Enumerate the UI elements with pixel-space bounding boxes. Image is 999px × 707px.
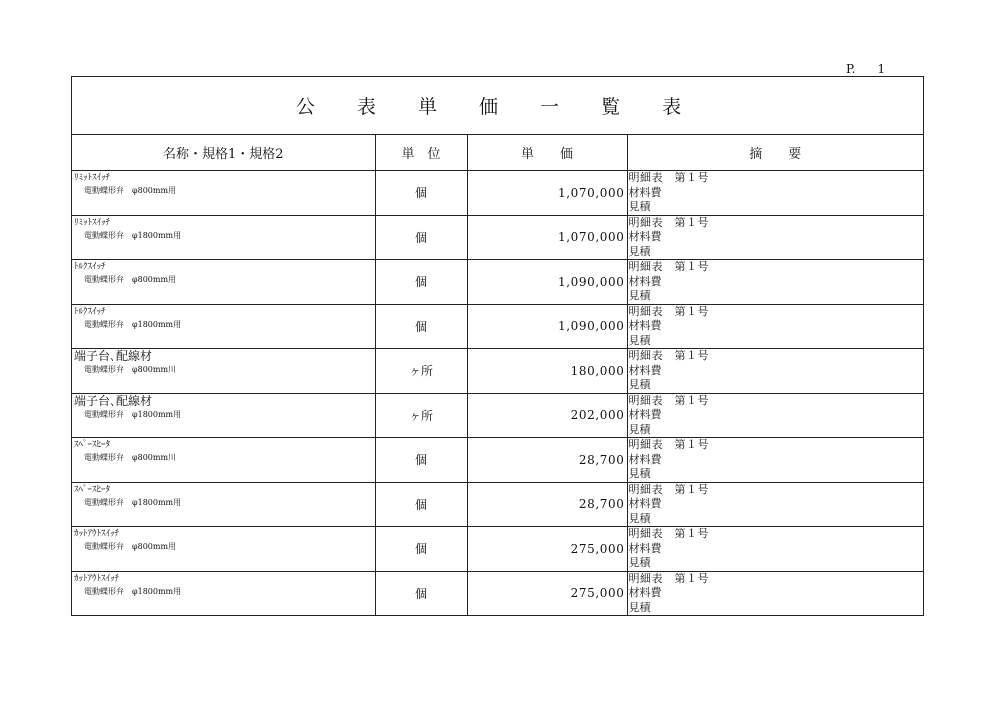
item-memo	[627, 304, 923, 349]
memo-category: 材料費	[628, 408, 662, 421]
item-spec: 電動蝶形弁 φ800mm用	[84, 186, 177, 195]
memo-source: 見積	[628, 333, 651, 347]
item-unit: 個	[375, 215, 467, 260]
item-spec: 電動蝶形弁 φ800mm用	[84, 542, 177, 551]
page-number-prefix: P.	[846, 62, 856, 76]
item-spec: 電動蝶形弁 φ1800mm用	[84, 230, 182, 240]
memo-category: 材料費	[628, 497, 662, 510]
item-spec: 電動蝶形弁 φ800mm川	[84, 365, 177, 374]
item-name-cell	[72, 215, 375, 260]
page-title: 公 表 単 価 一 覧 表	[72, 77, 923, 135]
table-row	[72, 393, 923, 438]
memo-reference: 明細表 第１号	[628, 304, 709, 318]
item-name: ｽﾍﾟｰｽﾋｰﾀ	[74, 484, 111, 495]
item-name: 端子台､配線材	[74, 393, 153, 408]
page-number	[846, 62, 885, 76]
item-name-cell	[72, 438, 375, 483]
item-memo	[627, 349, 923, 394]
item-unit: 個	[375, 571, 467, 615]
table-row	[72, 571, 923, 615]
table-row	[72, 349, 923, 394]
item-price: 28,700	[467, 438, 627, 483]
item-spec: 電動蝶形弁 φ800mm用	[84, 275, 177, 284]
item-unit: 個	[375, 171, 467, 216]
item-name: ｽﾍﾟｰｽﾋｰﾀ	[74, 440, 111, 450]
table-row	[72, 304, 923, 349]
item-memo	[627, 482, 923, 527]
item-name-cell	[72, 527, 375, 572]
item-spec: 電動蝶形弁 φ1800mm用	[84, 409, 182, 419]
item-name-cell	[72, 304, 375, 349]
item-price: 275,000	[467, 571, 627, 615]
item-price: 1,070,000	[467, 171, 627, 216]
item-memo	[627, 527, 923, 572]
item-memo	[627, 260, 923, 305]
item-memo	[627, 393, 923, 438]
item-price: 1,090,000	[467, 304, 627, 349]
table-row	[72, 171, 923, 216]
memo-reference: 明細表 第１号	[628, 215, 709, 229]
item-unit: ヶ所	[375, 393, 467, 438]
memo-source: 見積	[628, 289, 651, 302]
item-name-cell	[72, 349, 375, 394]
memo-source: 見積	[628, 244, 651, 258]
item-unit: 個	[375, 304, 467, 349]
item-name-cell	[72, 571, 375, 615]
memo-reference: 明細表 第１号	[628, 393, 709, 407]
column-header-unit: 単 位	[375, 135, 467, 171]
item-name: ｶｯﾄｱｳﾄｽｲｯﾁ	[74, 529, 120, 539]
item-name-cell	[72, 482, 375, 527]
item-price: 1,090,000	[467, 260, 627, 305]
memo-reference: 明細表 第１号	[628, 482, 709, 496]
item-name: 端子台､配線材	[74, 349, 153, 363]
memo-source: 見積	[628, 467, 651, 480]
item-name: ﾘﾐｯﾄｽｲｯﾁ	[74, 217, 111, 228]
memo-source: 見積	[628, 556, 651, 569]
item-unit: ヶ所	[375, 349, 467, 394]
column-header-price: 単 価	[467, 135, 627, 171]
item-name: ｶｯﾄｱｳﾄｽｲｯﾁ	[74, 573, 120, 584]
item-price: 202,000	[467, 393, 627, 438]
item-name: ﾄﾙｸｽｲｯﾁ	[74, 262, 106, 272]
table-row	[72, 260, 923, 305]
item-memo	[627, 215, 923, 260]
memo-reference: 明細表 第１号	[628, 438, 709, 451]
memo-category: 材料費	[628, 586, 662, 599]
page-number-value: 1	[877, 62, 886, 76]
memo-reference: 明細表 第１号	[628, 349, 709, 362]
memo-reference: 明細表 第１号	[628, 527, 709, 540]
memo-category: 材料費	[628, 363, 662, 377]
memo-source: 見積	[628, 378, 651, 391]
item-name-cell	[72, 171, 375, 216]
column-header-name: 名称・規格1・規格2	[72, 135, 375, 171]
memo-source: 見積	[628, 600, 651, 614]
memo-reference: 明細表 第１号	[628, 171, 709, 184]
memo-reference: 明細表 第１号	[628, 260, 709, 273]
memo-category: 材料費	[628, 541, 662, 555]
price-table	[72, 135, 923, 615]
table-row	[72, 482, 923, 527]
item-spec: 電動蝶形弁 φ1800mm用	[84, 586, 182, 596]
memo-source: 見積	[628, 422, 651, 436]
memo-category: 材料費	[628, 230, 662, 243]
item-price: 275,000	[467, 527, 627, 572]
memo-reference: 明細表 第１号	[628, 571, 709, 585]
memo-category: 材料費	[628, 274, 662, 288]
table-row	[72, 527, 923, 572]
item-name-cell	[72, 393, 375, 438]
memo-category: 材料費	[628, 185, 662, 199]
item-unit: 個	[375, 482, 467, 527]
column-header-memo: 摘 要	[627, 135, 923, 171]
item-name: ﾄﾙｸｽｲｯﾁ	[74, 306, 106, 317]
memo-category: 材料費	[628, 452, 662, 466]
item-spec: 電動蝶形弁 φ1800mm用	[84, 319, 182, 329]
memo-category: 材料費	[628, 319, 662, 332]
item-unit: 個	[375, 260, 467, 305]
item-memo	[627, 571, 923, 615]
item-spec: 電動蝶形弁 φ800mm川	[84, 453, 177, 462]
item-unit: 個	[375, 438, 467, 483]
item-memo	[627, 171, 923, 216]
memo-source: 見積	[628, 200, 651, 213]
item-spec: 電動蝶形弁 φ1800mm用	[84, 497, 182, 507]
item-unit: 個	[375, 527, 467, 572]
item-price: 28,700	[467, 482, 627, 527]
table-header-row	[72, 135, 923, 171]
item-name-cell	[72, 260, 375, 305]
table-row	[72, 438, 923, 483]
item-name: ﾘﾐｯﾄｽｲｯﾁ	[74, 173, 111, 183]
item-price: 1,070,000	[467, 215, 627, 260]
memo-source: 見積	[628, 511, 651, 525]
item-price: 180,000	[467, 349, 627, 394]
item-memo	[627, 438, 923, 483]
price-list-sheet	[71, 76, 924, 616]
table-row	[72, 215, 923, 260]
